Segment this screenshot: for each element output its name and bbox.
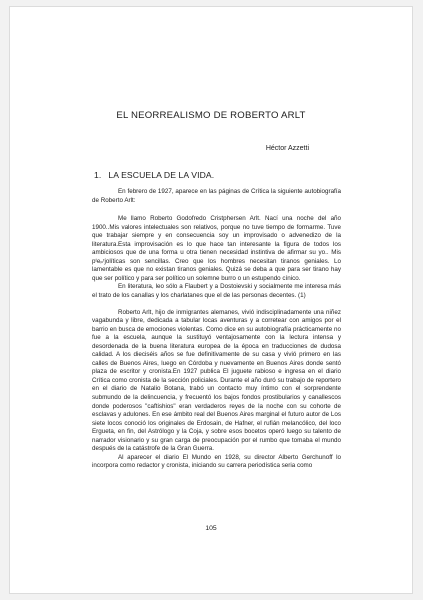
document-body <box>92 188 341 471</box>
section-heading <box>94 170 214 180</box>
section-number: 1. <box>94 170 102 180</box>
paragraph-el-mundo: Al aparecer el diario El Mundo en 1928, su director Alberto Gerchunoff lo incorpora como redactor y cronista, iniciando su carrera periodística seria como <box>92 453 341 470</box>
document-page <box>9 6 413 594</box>
section-title: LA ESCUELA DE LA VIDA. <box>108 170 215 180</box>
author-name: Héctor Azzetti <box>265 145 309 152</box>
paragraph-intro: En febrero de 1927, aparece en las páginas de Crítica la siguiente autobiografía de Roberto Arlt: <box>92 188 341 204</box>
paragraph-biography: Roberto Arlt, hijo de inmigrantes alemanes, vivió indisciplinadamente una niñez vagabunda y libre, dedicada a tabular locas aventuras y a corretear con amigos por el barrio en busca de emociones violentas. Como dice en su autobiografía prácticamente no fue a la escuela, aunque la sustituyó ventajosamente con la lectura intensa y desordenada de la buena literatura europea de la época en traducciones de dudosa calidad. A los dieciséis años se fue definitivamente de su casa y vivió primero en las calles de Buenos Aires, luego en Córdoba y nuevamente en Buenos Aires donde sentó plaza de escritor y cronista.En 1927 publica El juguete rabioso e ingresa en el diario Crítica como cronista de la sección policiales. Durante el año duró su trabajo de reportero en el diario de Natalio Botana, trabó un contacto muy íntimo con el sorprendente submundo de la delincuencia, y frecuentó los bajos fondos prostibularios y canallescos donde poderosos "caftishios" eran verdaderos reyes de la noche con su cohorte de esclavas y adulones. En ese ámbito real del Buenos Aires marginal el futuro autor de Los siete locos conoció los originales de Erdosain, de Hafner, el rufián melancólico, del loco Ergueta, en fin, del Astrólogo y la Coja, y sobre esos bocetos operó luego su talento de narrador visionario y su gran carga de preocupación por el rumbo que tomaba el mundo después de la catástrofe de la Gran Guerra. <box>92 308 341 453</box>
paragraph-quote-1: Me llamo Roberto Godofredo Cristphersen Arlt. Nací una noche del año 1900..Mis valores intelectuales son relativos, porque no tuve tiempo de formarme. Tuve que trabajar siempre y en consecuencia soy un improvisado o advenedizo de la literatura.Esta improvisación es lo que hace tan interesante la figura de todos los ambiciosos que de una forma u otra tienen necesidad instintiva de afirmar su yo.. Mis pᵗeₚʳjolíticas son sencillas. Creo que los hombres necesitan tiranos geniales. Lo lamentable es que no existan tiranos geniales. Quizá se deba a que para ser tirano hay que ser político y para ser político un solemne burro o un estupendo cínico. <box>92 215 341 282</box>
paragraph-quote-2: En literatura, leo sólo a Flaubert y a Dostoievski y socialmente me interesa más el trato de los canallas y los charlatanes que el de las personas decentes. (1) <box>92 283 341 300</box>
document-title: EL NEORREALISMO DE ROBERTO ARLT <box>116 110 306 121</box>
page-number: 105 <box>205 525 217 532</box>
